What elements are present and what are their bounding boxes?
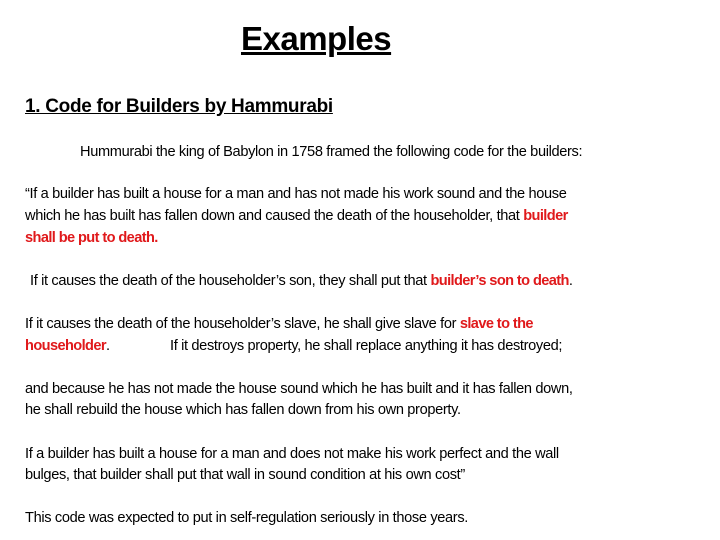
code-line: bulges, that builder shall put that wall in sound condition at his own cost”	[25, 467, 465, 483]
highlighted-penalty: builder	[523, 208, 568, 224]
code-line: “If a builder has built a house for a man and has not made his work sound and the house	[25, 186, 567, 202]
intro-text: Hummurabi the king of Babylon in 1758 framed the following code for the builders:	[80, 144, 583, 160]
code-text: If it causes the death of the householder’s slave, he shall give slave for	[25, 316, 460, 332]
code-text: .	[568, 273, 573, 289]
code-line: If a builder has built a house for a man and does not make his work perfect and the wall	[25, 446, 559, 462]
code-text: If it destroys property, he shall replace anything it has destroyed;	[170, 338, 563, 354]
code-text: .	[105, 338, 110, 354]
code-line	[25, 315, 533, 333]
code-text: which he has built has fallen down and caused the death of the householder, that	[25, 208, 524, 224]
highlighted-penalty: slave to the	[459, 316, 533, 332]
code-line	[25, 207, 568, 225]
section-heading: 1. Code for Builders by Hammurabi	[25, 96, 333, 117]
code-line: and because he has not made the house sound which he has built and it has fallen down,	[25, 381, 573, 397]
code-paragraph-2	[30, 272, 573, 290]
code-text: If it causes the death of the householder’s son, they shall put that	[30, 273, 431, 289]
slide-title: Examples	[241, 20, 392, 57]
code-line	[25, 337, 563, 355]
conclusion-text: This code was expected to put in self-regulation seriously in those years.	[25, 510, 468, 526]
highlighted-penalty: builder’s son to death	[430, 273, 569, 289]
highlighted-penalty: householder	[25, 338, 106, 354]
highlighted-penalty: shall be put to death.	[25, 230, 158, 246]
code-line: he shall rebuild the house which has fallen down from his own property.	[25, 402, 461, 418]
